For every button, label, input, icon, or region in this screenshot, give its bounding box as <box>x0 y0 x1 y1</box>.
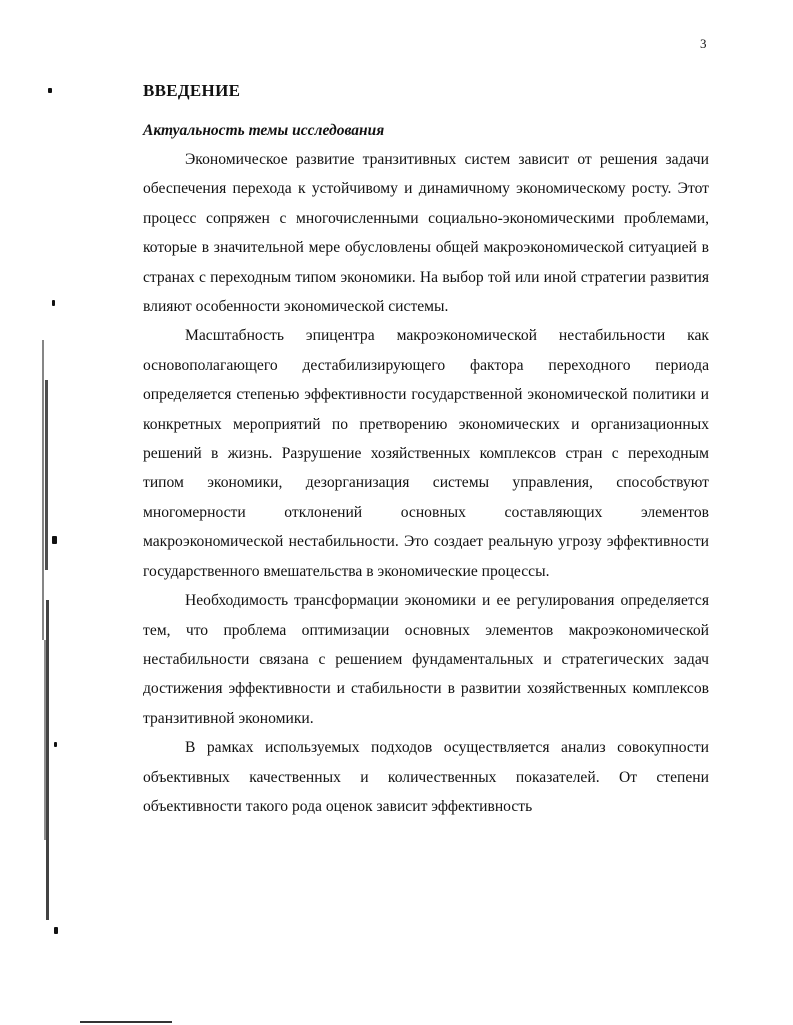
scan-artifact-dot <box>52 536 57 544</box>
scan-artifact-dot <box>48 88 52 93</box>
section-subheading: Актуальность темы исследования <box>143 122 385 139</box>
scan-artifact-dot <box>52 300 55 306</box>
scan-artifact-rule <box>80 1021 172 1023</box>
paragraph: В рамках используемых подходов осуществляется анализ совокупности объективных качественных и количественных показателей. От степени объективности такого рода оценок зависит эффективность <box>143 739 709 815</box>
paragraph: Масштабность эпицентра макроэкономической нестабильности как основополагающего дестабилизирующего фактора переходного периода определяется степенью эффективности государственной экономической политики и конкретных мероприятий по претворению экономических и организационных решений в жизнь. Разрушение хозяйственных комплексов стран с переходным типом экономики, дезорганизация системы управления, способствуют многомерности отклонений основных составляющих элементов макроэкономической нестабильности. Это создает реальную угрозу эффективности государственного вмешательства в экономические процессы. <box>143 327 709 580</box>
scan-artifact-bar <box>42 340 44 640</box>
section-heading: ВВЕДЕНИЕ <box>143 81 241 100</box>
scan-artifact-bar <box>45 380 48 570</box>
body-text <box>143 145 709 821</box>
scan-artifact-dot <box>54 742 57 747</box>
page-number: 3 <box>700 36 707 51</box>
scan-artifact-dot <box>54 927 58 934</box>
scan-artifact-bar <box>46 600 49 920</box>
paragraph: Экономическое развитие транзитивных систем зависит от решения задачи обеспечения перехода к устойчивому и динамичному экономическому росту. Этот процесс сопряжен с многочисленными социально-экономическими проблемами, которые в значительной мере обусловлены общей макроэкономической ситуацией в странах с переходным типом экономики. На выбор той или иной стратегии развития влияют особенности экономической системы. <box>143 151 709 316</box>
paragraph: Необходимость трансформации экономики и ее регулирования определяется тем, что проблема оптимизации основных элементов макроэкономической нестабильности связана с решением фундаментальных и стратегических задач достижения эффективности и стабильности в развитии хозяйственных комплексов транзитивной экономики. <box>143 592 709 727</box>
scan-artifact-bar <box>44 640 46 840</box>
